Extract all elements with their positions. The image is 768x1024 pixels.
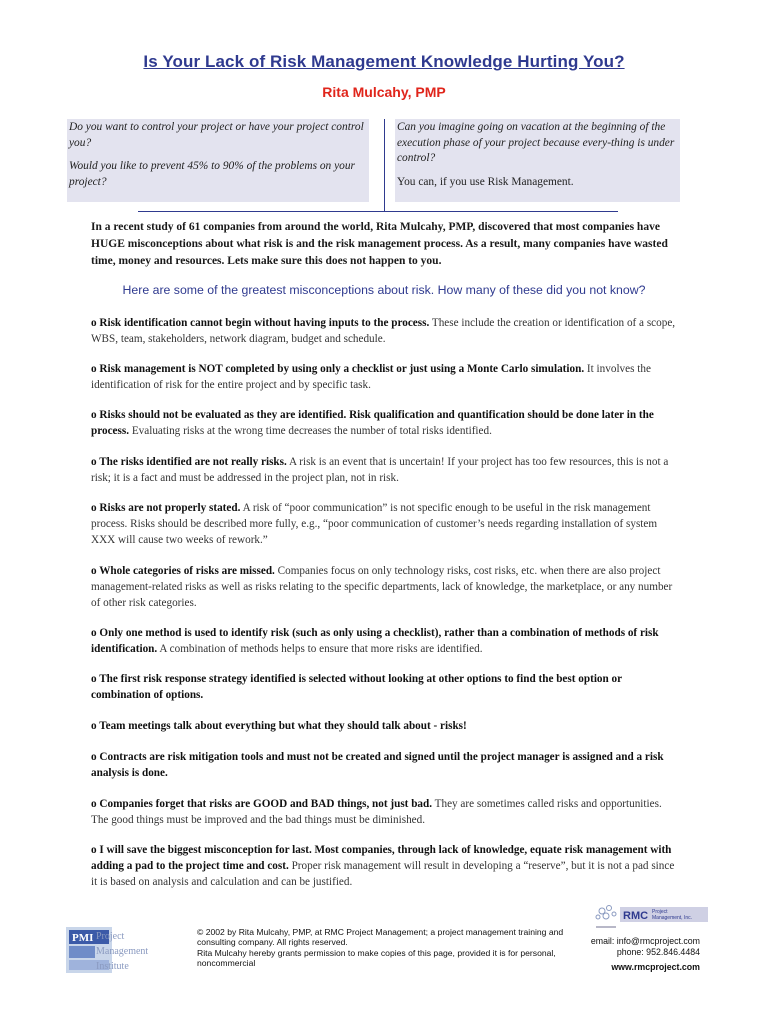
misconception-item xyxy=(91,796,681,828)
pmi-logo xyxy=(66,925,184,975)
misconception-item xyxy=(91,500,681,548)
question-control: Do you want to control your project or have your project control you? xyxy=(69,121,364,149)
misconception-text: A risk is an event that is uncertain! If your project has too few resources, this is not a risk; it is a fact and must be addressed in the project plan, not in risk. xyxy=(91,456,669,484)
misconception-text: They are sometimes called risks and opportunities. The good things must be improved and the bad things must be diminished. xyxy=(91,798,662,826)
misconception-text: Evaluating risks at the wrong time decreases the number of total risks identified. xyxy=(129,425,492,437)
misconception-item xyxy=(91,749,681,781)
misconception-text: It involves the identification of risk for the entire project and by specific task. xyxy=(91,363,651,391)
contact-info xyxy=(560,936,700,973)
contact-website: www.rmcproject.com xyxy=(611,962,700,972)
misconception-item xyxy=(91,407,681,439)
misconception-item xyxy=(91,361,681,393)
question-vacation: Can you imagine going on vacation at the beginning of the execution phase of your project because every-thing is under control? xyxy=(397,121,675,164)
svg-text:PMI: PMI xyxy=(72,932,94,944)
misconception-item xyxy=(91,315,681,347)
contact-email: email: info@rmcproject.com xyxy=(590,936,700,946)
intro-paragraph: In a recent study of 61 companies from around the world, Rita Mulcahy, PMP, discovered that most companies have HUGE misconceptions about what risk is and the risk management process. As a result, many companies have wasted time, money and resources. Lets make sure this does not happen to you. xyxy=(91,221,668,267)
misconception-bold: o Contracts are risk mitigation tools and must not be created and signed until the project manager is assigned and a risk analysis is done. xyxy=(91,751,664,779)
misconceptions-heading: Here are some of the greatest misconceptions about risk. How many of these did you not know? xyxy=(122,283,646,297)
author-name: Rita Mulcahy, PMP xyxy=(322,84,446,100)
misconception-item xyxy=(91,842,681,890)
svg-text:Institute: Institute xyxy=(96,961,129,972)
misconception-bold: o Team meetings talk about everything but what they should talk about - risks! xyxy=(91,720,467,732)
misconception-bold: o Only one method is used to identify risk (such as only using a checklist), rather than a combination of methods of risk identification. xyxy=(91,627,659,655)
misconception-bold: o Risk management is NOT completed by using only a checklist or just using a Monte Carlo simulation. xyxy=(91,363,585,375)
svg-text:Management, Inc.: Management, Inc. xyxy=(652,915,693,921)
misconception-item xyxy=(91,563,681,611)
svg-text:Project: Project xyxy=(96,931,125,942)
answer-risk-management: You can, if you use Risk Management. xyxy=(397,175,574,188)
misconception-item xyxy=(91,625,681,657)
misconception-text: A risk of “poor communication” is not specific enough to be useful in the risk management process. Risks should be described more fully, e.g., “poor communication of customer’s needs regarding installation of system XXX will cause two weeks of rework.” xyxy=(91,502,658,546)
footer-copyright xyxy=(197,927,577,968)
divider-horizontal xyxy=(138,211,618,212)
misconception-bold: o Risks are not properly stated. xyxy=(91,502,241,514)
misconception-text: Companies focus on only technology risks, cost risks, etc. when there are also project management-related risks as well as risks relating to the specific departments, lack of knowledge, the marketplace, or any number of other risk categories. xyxy=(91,565,673,609)
copyright-notice: © 2002 by Rita Mulcahy, PMP, at RMC Project Management; a project management training and consulting company. All rights reserved. xyxy=(197,927,564,948)
svg-text:Project: Project xyxy=(652,909,668,915)
misconception-text: These include the creation or identification of a scope, WBS, team, stakeholders, network diagram, budget and schedule. xyxy=(91,317,676,345)
misconception-bold: o Risk identification cannot begin without having inputs to the process. xyxy=(91,317,430,329)
misconception-bold: o I will save the biggest misconception for last. Most companies, through lack of knowledge, equate risk management with adding a pad to the project time and cost. xyxy=(91,844,672,872)
misconception-bold: o Companies forget that risks are GOOD and BAD things, not just bad. xyxy=(91,798,433,810)
svg-text:RMC: RMC xyxy=(623,910,649,922)
misconception-bold: o Risks should not be evaluated as they are identified. Risk qualification and quantification should be done later in the process. xyxy=(91,409,654,437)
contact-phone: phone: 952.846.4484 xyxy=(616,947,700,957)
divider-vertical xyxy=(384,119,385,211)
permission-notice: Rita Mulcahy hereby grants permission to make copies of this page, provided it is for personal, noncommercial xyxy=(197,947,556,968)
misconception-item xyxy=(91,671,681,703)
question-box-left xyxy=(67,119,369,202)
question-box-right xyxy=(395,119,680,202)
misconception-item xyxy=(91,454,681,486)
rmc-logo xyxy=(592,901,709,933)
misconception-bold: o The risks identified are not really risks. xyxy=(91,456,287,468)
misconception-bold: o The first risk response strategy identified is selected without looking at other options to find the best option or combination of options. xyxy=(91,673,622,701)
misconception-text: A combination of methods helps to ensure that more risks are identified. xyxy=(157,643,483,655)
question-prevent: Would you like to prevent 45% to 90% of the problems on your project? xyxy=(69,160,355,188)
misconception-bold: o Whole categories of risks are missed. xyxy=(91,565,275,577)
page-title: Is Your Lack of Risk Management Knowledge Hurting You? xyxy=(143,52,625,71)
misconception-text: Proper risk management will result in developing a “reserve”, but it is not a pad since it is based on analysis and calculation and can be justified. xyxy=(91,860,675,888)
svg-text:Management: Management xyxy=(96,946,149,957)
misconception-item xyxy=(91,718,681,734)
